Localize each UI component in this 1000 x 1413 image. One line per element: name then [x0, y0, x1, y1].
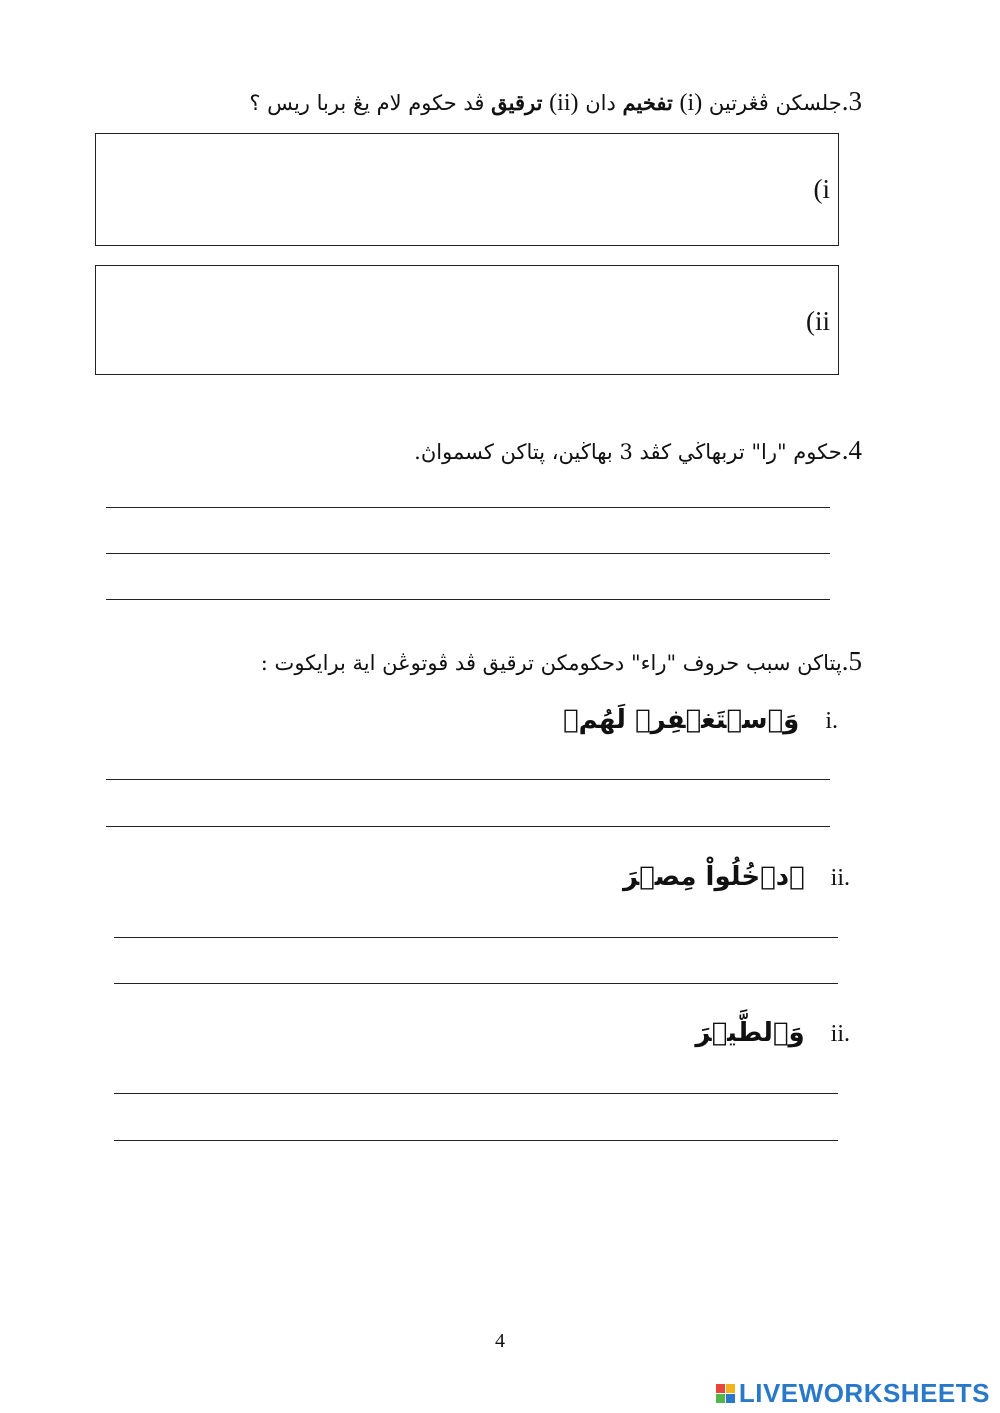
verse-item [623, 862, 850, 892]
question-3-number: .3 [841, 86, 862, 116]
liveworksheets-logo-icon [716, 1384, 735, 1403]
question-5-text: ڽتاکن سبب حروف "راء" دحکومکن ترقيق ڤد ڤوتوڠن اية برايکوت : [260, 651, 842, 675]
answer-line[interactable] [114, 937, 838, 938]
answer-line[interactable] [106, 599, 830, 600]
answer-box-i-label: (i [813, 174, 830, 204]
answer-line[interactable] [114, 1093, 838, 1094]
question-4 [414, 435, 862, 466]
verse-item-word: وَٱلطَّيۡرَ [695, 1018, 805, 1048]
answer-line[interactable] [106, 826, 830, 827]
verse-item [563, 705, 838, 735]
answer-box-ii-label: (ii [806, 306, 830, 336]
question-5-number: .5 [841, 646, 862, 676]
verse-item-label: ii. [830, 865, 850, 891]
liveworksheets-brand [716, 1378, 990, 1409]
question-3 [249, 86, 862, 117]
question-3-text: جلسکن ڤڠرتين (i) تفخيم دان (ii) ترقيق ڤد حکوم لام يڠ بربا ريس ؟ [249, 90, 842, 116]
answer-line[interactable] [106, 553, 830, 554]
page-number: 4 [495, 1330, 505, 1352]
verse-item-label: ii. [830, 1021, 850, 1047]
answer-line[interactable] [106, 779, 830, 780]
answer-line[interactable] [114, 1140, 838, 1141]
verse-item-word: وَٱسۡتَغۡفِرۡ لَهُمۡ [563, 705, 800, 735]
question-4-text: حکوم "را" تربهاڬي کڤد 3 بهاڬين، ڽتاکن کسمواڽ. [414, 440, 842, 464]
brand-text: LIVEWORKSHEETS [738, 1378, 990, 1408]
answer-box-i[interactable] [95, 133, 839, 246]
answer-line[interactable] [114, 983, 838, 984]
verse-item-label: i. [825, 708, 838, 734]
answer-line[interactable] [106, 507, 830, 508]
verse-item [695, 1018, 850, 1048]
answer-box-ii[interactable] [95, 265, 839, 375]
question-5 [261, 646, 862, 677]
verse-item-word: ٱدۡخُلُواْ مِصۡرَ [622, 862, 805, 892]
question-4-number: .4 [841, 435, 862, 465]
